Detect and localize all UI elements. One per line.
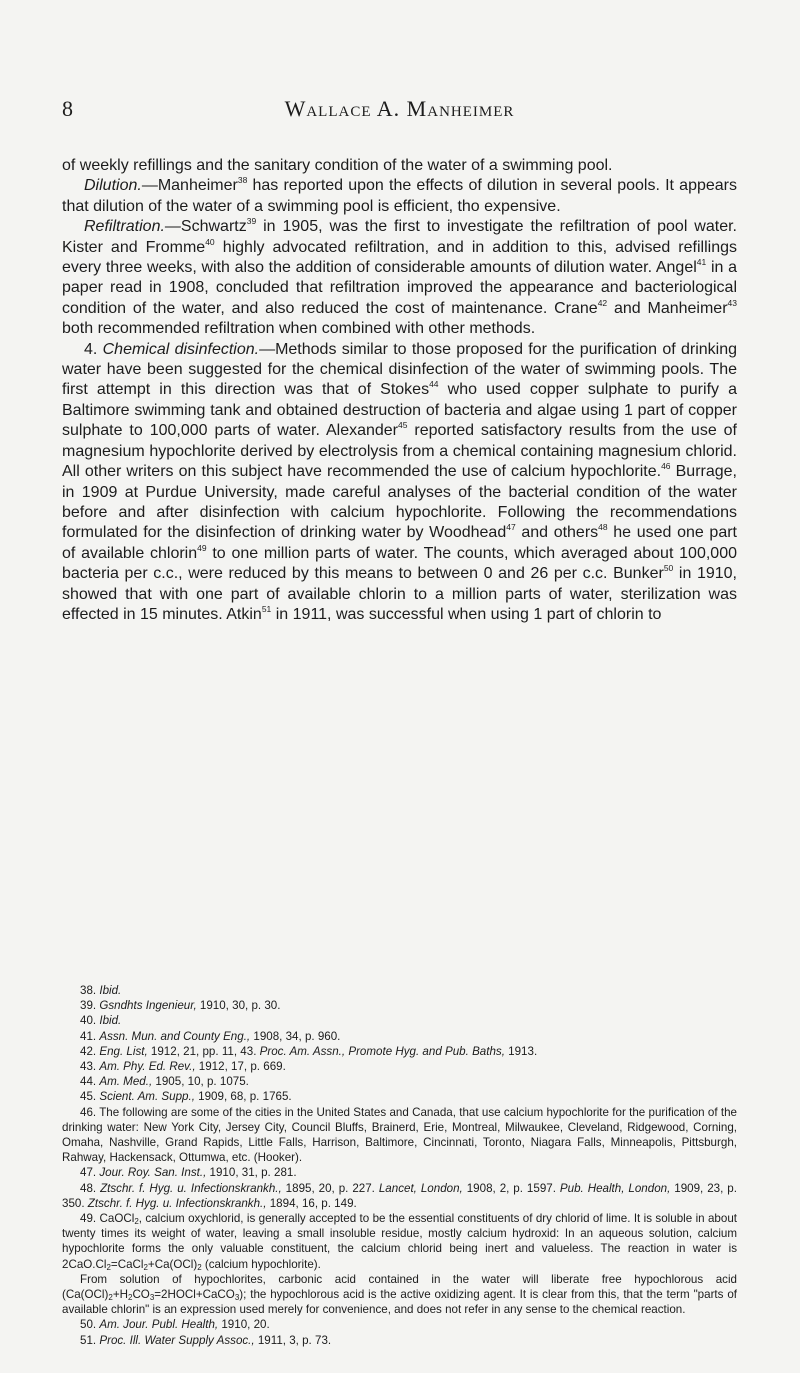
footnote-ref[interactable]: 39 [246,216,257,227]
footnote-45: 45. Scient. Am. Supp., 1909, 68, p. 1765. [80,1090,292,1104]
paragraph-refiltration: Refiltration.—Schwartz$^{39}$ in 1905, was the first to investigate the refiltration of pool water. Kister and Fromme$^{40}$ highly advocated refiltration, and in addition to this, advised refillings every three weeks, with also the addition of considerable amounts of dilution water. Angel$^{41}$ in a paper read in 1908, concluded that refiltration improved the appearance and bacteriological condition of the water, and also reduced the cost of maintenance. Crane$^{42}$ and Manheimer$^{43}$ both recommended refiltration when combined with other methods. [62,216,737,338]
section-heading: Refiltration. [84,218,165,236]
footnote-ref[interactable]: 41 [696,257,707,268]
footnote-ref[interactable]: 48 [598,522,608,533]
page-header [62,96,737,124]
footnote-47: 47. Jour. Roy. San. Inst., 1910, 31, p. 281. [80,1166,297,1180]
footnote-ref[interactable]: 43 [727,297,737,308]
section-heading: Dilution. [84,177,142,195]
footnote-39: 39. Gsndhts Ingenieur, 1910, 30, p. 30. [80,999,281,1013]
footnotes [62,983,737,1348]
footnote-ref[interactable]: 42 [597,297,608,308]
footnote-ref[interactable]: 40 [205,236,215,247]
footnote-ref[interactable]: 44 [429,379,439,390]
footnote-ref[interactable]: 49 [197,542,207,553]
footnote-49-continued: From solution of hypochlorites, carbonic acid contained in the water will liberate free hypochlorous acid $(Ca(OCl)_2+H_2CO_3=2HOCl+CaCO_3)$; the hypochlorous acid is the active oxidizing agent. It is clear from this, that the term "parts of available chlorin" is an expression used merely for convenience, and does not refer in any sense to the chemical reaction. [62,1272,737,1317]
footnote-ref[interactable]: 50 [663,563,674,574]
page-number: 8 [62,96,73,121]
footnote-ref[interactable]: 45 [398,420,408,431]
footnote-51: 51. Proc. Ill. Water Supply Assoc., 1911, 3, p. 73. [80,1333,332,1347]
footnote-49: 49. CaOCl$_2$, calcium oxychlorid, is generally accepted to be the essential constituents of dry chlorid of lime. It is soluble in about twenty times its weight of water, leaving a small insoluble residue, mostly calcium hydroxid: In an aqueous solution, calcium hypochlorite forms the only valuable constituent, the calcium chlorid being inert and valueless. The reaction in water is $2CaO.Cl_2=CaCl_2+Ca(OCl)_2$ (calcium hypochlorite). [62,1212,737,1272]
paragraph: of weekly refillings and the sanitary condition of the water of a swimming pool. [62,157,613,174]
footnote-50: 50. Am. Jour. Publ. Health, 1910, 20. [80,1318,270,1332]
footnote-ref[interactable]: 47 [506,522,516,533]
footnote-46: 46. The following are some of the cities in the United States and Canada, that use calcium hypochlorite for the purification of the drinking water: New York City, Jersey City, Council Bluffs, Brainerd, Erie, Montreal, Milwaukee, Cleveland, Ridgewood, Corning, Omaha, Nashville, Grand Rapids, Little Falls, Harrison, Baltimore, Cincinnati, Toronto, Niagara Falls, Minneapolis, Pittsburgh, Rahway, Hackensack, Ottumwa, etc. (Hooker). [62,1105,737,1165]
body-text [62,156,737,625]
paragraph-chemical-disinfection: 4. Chemical disinfection.—Methods similar to those proposed for the purification of drinking water have been suggested for the chemical disinfection of the water of swimming pools. The first attempt in this direction was that of Stokes$^{44}$ who used copper sulphate to purify a Baltimore swimming tank and obtained destruction of bacteria and algae using 1 part of copper sulphate to 100,000 parts of water. Alexander$^{45}$ reported satisfactory results from the use of magnesium hypochlorite derived by electrolysis from a chemical containing magnesium chlorid. All other writers on this subject have recommended the use of calcium hypochlorite.$^{46}$ Burrage, in 1909 at Purdue University, made careful analyses of the bacterial condition of the water before and after disinfection with calcium hypochlorite. Following the recommendations formulated for the disinfection of drinking water by Woodhead$^{47}$ and others$^{48}$ he used one part of available chlorin$^{49}$ to one million parts of water. The counts, which averaged about 100,000 bacteria per c.c., were reduced by this means to between 0 and 26 per c.c. Bunker$^{50}$ in 1910, showed that with one part of available chlorin to a million parts of water, sterilization was effected in 15 minutes. Atkin$^{51}$ in 1911, was successful when using 1 part of chlorin to [62,340,737,623]
section-heading: Chemical disinfection. [102,340,260,358]
footnote-44: 44. Am. Med., 1905, 10, p. 1075. [80,1075,249,1089]
footnote-48: 48. Ztschr. f. Hyg. u. Infectionskrankh., 1895, 20, p. 227. Lancet, London, 1908, 2, p. 1597. Pub. Health, London, 1909, 23, p. 350. Ztschr. f. Hyg. u. Infectionskrankh., 1894, 16, p. 149. [62,1181,737,1210]
running-head: Wallace A. Manheimer [284,96,515,121]
footnote-ref[interactable]: 38 [237,175,248,186]
footnote-42: 42. Eng. List, 1912, 21, pp. 11, 43. Proc. Am. Assn., Promote Hyg. and Pub. Baths, 1913. [80,1044,538,1058]
footnote-43: 43. Am. Phy. Ed. Rev., 1912, 17, p. 669. [80,1060,286,1074]
footnote-ref[interactable]: 46 [661,461,671,472]
footnote-38: 38. Ibid. [80,984,122,997]
footnote-41: 41. Assn. Mun. and County Eng., 1908, 34, p. 960. [80,1029,341,1043]
footnote-ref[interactable]: 51 [261,603,272,614]
footnote-40: 40. Ibid. [80,1014,122,1028]
paragraph-dilution: Dilution.—Manheimer$^{38}$ has reported upon the effects of dilution in several pools. It appears that dilution of the water of a swimming pool is efficient, tho expensive. [62,175,737,215]
